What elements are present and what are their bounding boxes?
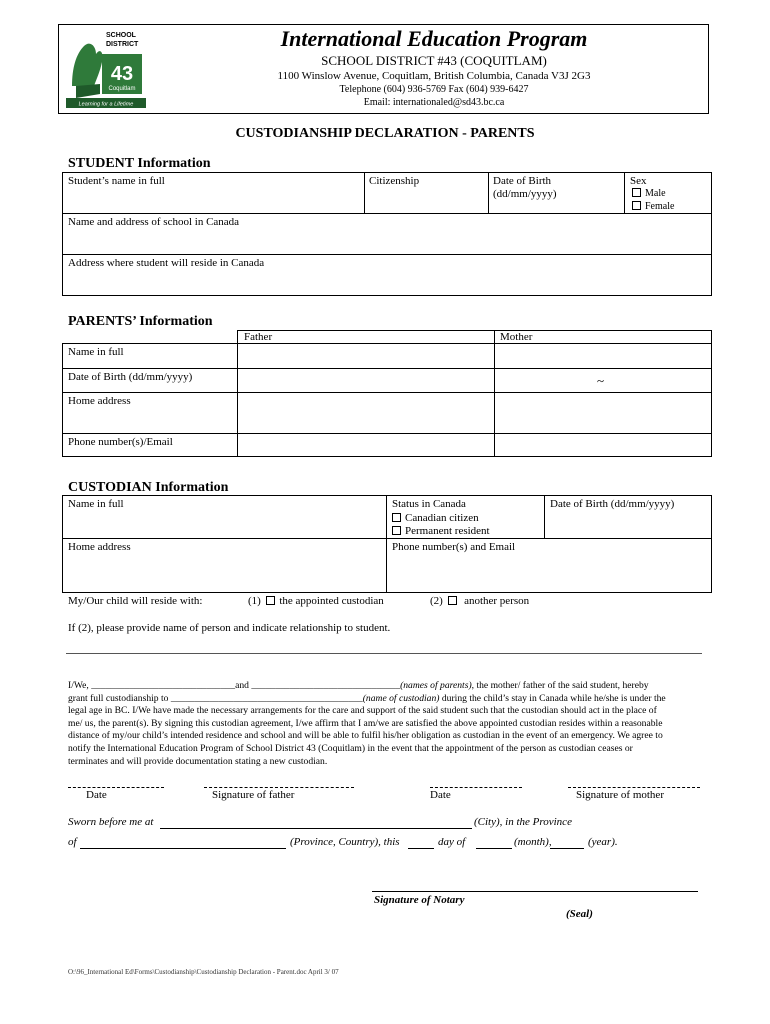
father-name-field[interactable] [239, 345, 492, 367]
custodian-dob-label: Date of Birth (dd/mm/yyyy) [550, 498, 675, 510]
student-dob-label: Date of Birth [493, 175, 552, 187]
mother-address-field[interactable] [496, 394, 710, 432]
file-path-footer: O:\96_International Ed\Forms\Custodianship\Custodianship Declaration - Parent.doc April 3/ 07 [68, 968, 339, 976]
father-phone-field[interactable] [239, 435, 492, 456]
logo-number: 43 [110, 63, 134, 85]
school-label: Name and address of school in Canada [68, 216, 240, 228]
sworn-day-line[interactable] [408, 848, 434, 849]
custodian-name-field[interactable] [64, 511, 384, 536]
parent-address-label: Home address [68, 395, 131, 407]
custodian-address-field[interactable] [64, 554, 384, 591]
option-custodian[interactable]: (1) the appointed custodian [248, 595, 384, 607]
parent-phone-label: Phone number(s)/Email [68, 436, 173, 448]
student-heading: STUDENT Information [68, 156, 211, 171]
residence-field[interactable] [64, 270, 710, 294]
sworn-city-line[interactable] [160, 828, 472, 829]
sworn-year-line[interactable] [550, 848, 584, 849]
sworn-city-label: (City), in the Province [474, 816, 572, 828]
status-label: Status in Canada [392, 498, 466, 510]
district-name: SCHOOL DISTRICT #43 (COQUITLAM) [321, 53, 547, 68]
father-signature-label: Signature of father [212, 789, 295, 801]
option-another-person[interactable]: (2) another person [430, 595, 530, 607]
district-email: Email: internationaled@sd43.bc.ca [363, 97, 505, 108]
mother-phone-field[interactable] [496, 435, 710, 456]
notary-signature-line[interactable] [372, 891, 698, 892]
status-citizen-option[interactable]: Canadian citizen [392, 512, 479, 524]
sworn-month-line[interactable] [476, 848, 512, 849]
logo-graphic [66, 28, 146, 108]
custodian-name-label: Name in full [68, 498, 124, 510]
district-address: 1100 Winslow Avenue, Coquitlam, British Columbia, Canada V3J 2G3 [277, 70, 591, 82]
dob-mark: ~ [597, 373, 605, 388]
father-dob-field[interactable] [239, 370, 492, 391]
mother-column-header: Mother [500, 331, 533, 343]
district-phone: Telephone (604) 936-5769 Fax (604) 939-6427 [339, 84, 529, 95]
school-district-logo [66, 28, 146, 108]
custodian-phone-field[interactable] [388, 554, 710, 591]
date1-line[interactable] [68, 787, 164, 788]
mother-name-field[interactable] [496, 345, 710, 367]
sworn-of-label: of [68, 836, 77, 848]
mother-signature-label: Signature of mother [576, 789, 664, 801]
resident-checkbox[interactable] [392, 526, 401, 535]
citizenship-label: Citizenship [369, 175, 420, 187]
custodian-address-label: Home address [68, 541, 131, 553]
student-name-label: Student’s name in full [68, 175, 165, 187]
citizen-checkbox[interactable] [392, 513, 401, 522]
male-checkbox[interactable] [632, 188, 641, 197]
sworn-month-label: (month), [514, 836, 552, 848]
citizenship-field[interactable] [366, 188, 486, 210]
father-signature-line[interactable] [204, 787, 354, 788]
form-title: CUSTODIANSHIP DECLARATION - PARENTS [235, 126, 535, 141]
parent-name-label: Name in full [68, 346, 124, 358]
reside-with-label: My/Our child will reside with: [68, 595, 203, 607]
sworn-province-line[interactable] [80, 848, 286, 849]
residence-label: Address where student will reside in Canada [68, 257, 265, 269]
logo-place: Coquitlam [108, 86, 136, 92]
logo-line1: SCHOOL [106, 32, 136, 39]
mother-signature-line[interactable] [568, 787, 700, 788]
relationship-line[interactable] [66, 653, 702, 654]
declaration-text: I/We, ______________________________and _______________________________(names of parents), the mother/ father of the said student, hereby grant full custodianship to ________________________________________(name of custodian) during the child’s stay in Canada while he/she is under the legal age in BC. I/We have made the necessary arrangements for the care and support of the said student such that the custodian should act in the place of me/ us, the parent(s). By signing this custodian agreement, I/we affirm that I am/we are satisfied the above appointed custodian resides within a reasonable distance of my/our child’s intended residence and school and will be able to fulfil his/her obligation as custodian in the event of an emergency. We agree to notify the International Education Program of School District 43 (Coquitlam) in the event that the appointment of the person as custodian ceases or terminates and will provide documentation stating a new custodian. [68, 680, 666, 767]
logo-line2: DISTRICT [106, 41, 139, 48]
sex-label: Sex [630, 175, 647, 187]
sworn-day-label: day of [438, 836, 466, 848]
notary-signature-label: Signature of Notary [374, 894, 465, 906]
sworn-province-label: (Province, Country), this [290, 836, 400, 848]
custodian-phone-label: Phone number(s) and Email [392, 541, 516, 553]
custodian-heading: CUSTODIAN Information [68, 480, 229, 495]
date1-label: Date [86, 789, 107, 801]
date2-line[interactable] [430, 787, 522, 788]
father-column-header: Father [244, 331, 273, 343]
date2-label: Date [430, 789, 451, 801]
parents-heading: PARENTS’ Information [68, 314, 213, 329]
sworn-line1-label: Sworn before me at [68, 816, 154, 828]
if2-instruction: If (2), please provide name of person and indicate relationship to student. [68, 622, 391, 634]
option2-checkbox[interactable] [448, 596, 457, 605]
option1-checkbox[interactable] [266, 596, 275, 605]
sworn-year-label: (year). [588, 836, 618, 848]
father-address-field[interactable] [239, 394, 492, 432]
student-name-field[interactable] [64, 188, 362, 210]
parent-dob-label: Date of Birth (dd/mm/yyyy) [68, 371, 193, 383]
sex-female-option[interactable]: Female [632, 201, 674, 212]
female-checkbox[interactable] [632, 201, 641, 210]
student-dob-format: (dd/mm/yyyy) [493, 188, 557, 200]
seal-label: (Seal) [566, 908, 593, 920]
school-field[interactable] [64, 229, 710, 252]
program-title: International Education Program [280, 26, 588, 51]
sex-male-option[interactable]: Male [632, 188, 666, 199]
logo-tagline: Learning for a Lifetime [78, 101, 134, 108]
custodian-dob-field[interactable] [546, 511, 710, 536]
status-resident-option[interactable]: Permanent resident [392, 525, 490, 537]
